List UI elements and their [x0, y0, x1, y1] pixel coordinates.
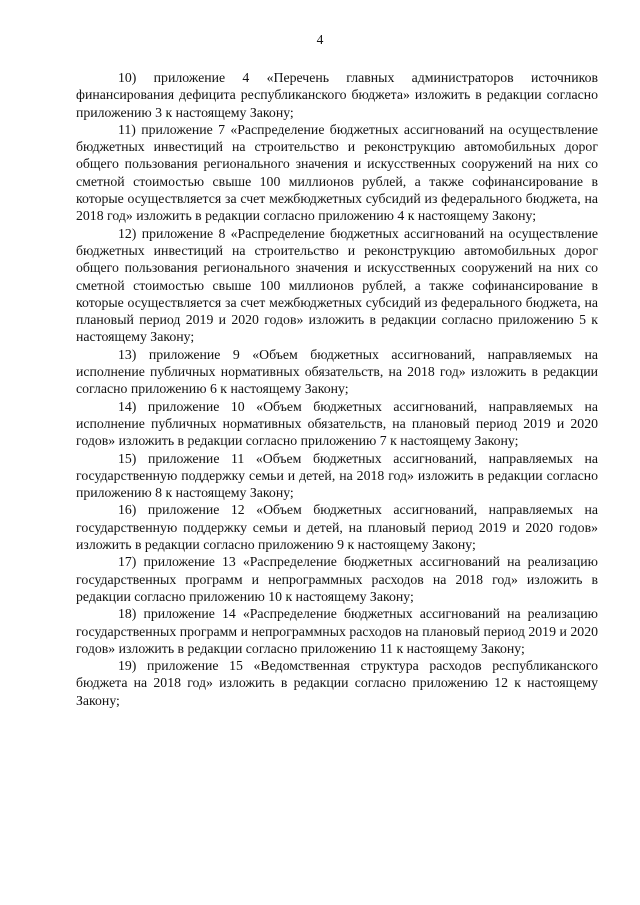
list-item: 16) приложение 12 «Объем бюджетных ассигнований, направляемых на государственную поддержку семьи и детей, на плановый период 2019 и 2020 годов» изложить в редакции согласно приложению 9 к настоящему Закону; — [76, 502, 598, 553]
list-item: 14) приложение 10 «Объем бюджетных ассигнований, направляемых на исполнение публичных нормативных обязательств, на плановый период 2019 и 2020 годов» изложить в редакции согласно приложению 7 к настоящему Закону; — [76, 398, 598, 449]
list-item: 18) приложение 14 «Распределение бюджетных ассигнований на реализацию государственных программ и непрограммных расходов на плановый период 2019 и 2020 годов» изложить в редакции согласно приложению 11 к настоящему Закону; — [76, 606, 598, 656]
list-item: 19) приложение 15 «Ведомственная структура расходов республиканского бюджета на 2018 год» изложить в редакции согласно приложению 12 к настоящему Закону; — [76, 658, 598, 708]
list-item: 10) приложение 4 «Перечень главных администраторов источников финансирования дефицита республиканского бюджета» изложить в редакции согласно приложению 3 к настоящему Закону; — [76, 70, 598, 120]
list-item: 11) приложение 7 «Распределение бюджетных ассигнований на осуществление бюджетных инвестиций на строительство и реконструкцию автомобильных дорог общего пользования регионального значения и искусственных сооружений на них со сметной стоимостью свыше 100 миллионов рублей, а также софинансирование в которые осуществляется за счет межбюджетных субсидий из федерального бюджета, на 2018 год» изложить в редакции согласно приложению 4 к настоящему Закону; — [76, 121, 598, 224]
list-item: 12) приложение 8 «Распределение бюджетных ассигнований на осуществление бюджетных инвестиций на строительство и реконструкцию автомобильных дорог общего пользования регионального значения и искусственных сооружений на них со сметной стоимостью свыше 100 миллионов рублей, а также софинансирование в которые осуществляется за счет межбюджетных субсидий из федерального бюджета, на плановый период 2019 и 2020 годов» изложить в редакции согласно приложению 5 к настоящему Закону; — [76, 225, 598, 345]
page-number: 4 — [316, 32, 324, 47]
list-item: 13) приложение 9 «Объем бюджетных ассигнований, направляемых на исполнение публичных нормативных обязательств, на 2018 год» изложить в редакции согласно приложению 6 к настоящему Закону; — [76, 346, 598, 397]
list-item: 15) приложение 11 «Объем бюджетных ассигнований, направляемых на государственную поддержку семьи и детей, на 2018 год» изложить в редакции согласно приложению 8 к настоящему Закону; — [76, 450, 598, 501]
list-item: 17) приложение 13 «Распределение бюджетных ассигнований на реализацию государственных программ и непрограммных расходов на 2018 год» изложить в редакции согласно приложению 10 к настоящему Закону; — [76, 554, 598, 604]
document-body — [76, 69, 598, 709]
